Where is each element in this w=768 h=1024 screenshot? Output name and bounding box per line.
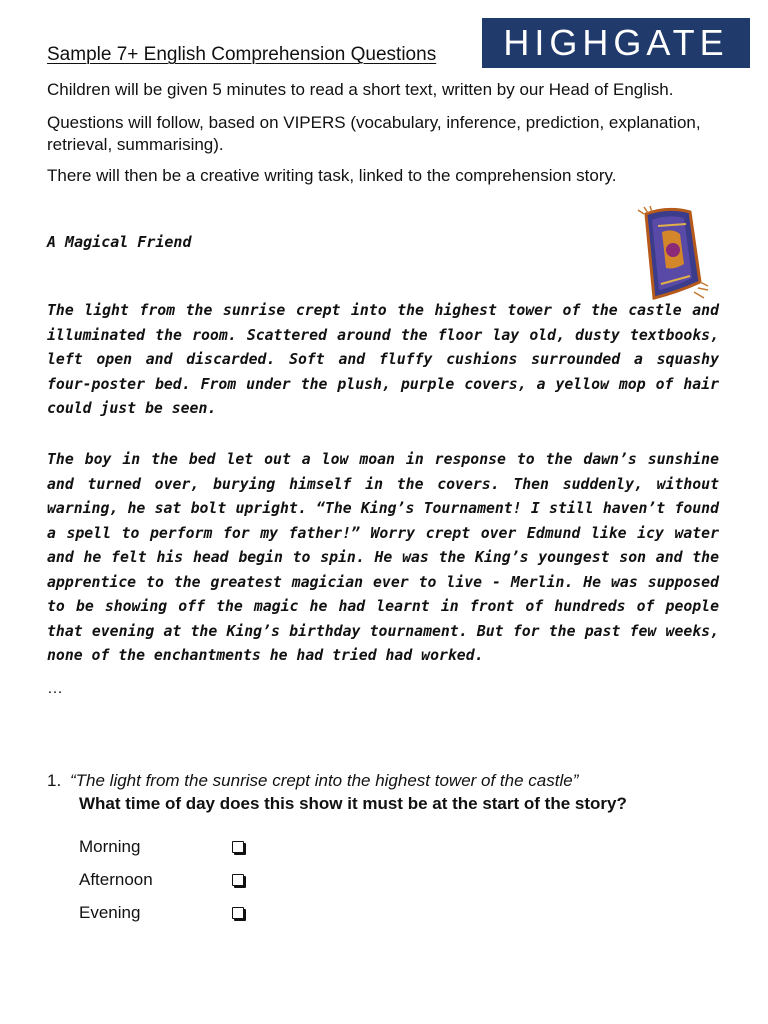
story-title: A Magical Friend <box>47 233 192 251</box>
intro-vipers: Questions will follow, based on VIPERS (vocabulary, inference, prediction, explanation, retrieval, summarising). <box>47 113 701 154</box>
highgate-logo: HIGHGATE <box>482 18 750 68</box>
intro-reading-time: Children will be given 5 minutes to read a short text, written by our Head of English. <box>47 80 674 99</box>
story-ellipsis: … <box>47 680 63 697</box>
option-afternoon <box>79 867 279 893</box>
page-title: Sample 7+ English Comprehension Questions <box>47 44 437 65</box>
checkbox-evening[interactable] <box>232 907 244 919</box>
question-quote: “The light from the sunrise crept into the highest tower of the castle” <box>70 771 579 790</box>
option-morning <box>79 834 279 860</box>
checkbox-morning[interactable] <box>232 841 244 853</box>
story-paragraph-2: The boy in the bed let out a low moan in response to the dawn’s sunshine and turned over, burying himself in the covers. Then suddenly, without warning, he sat bolt upright. “The King’s Tournament! I still haven’t found a spell to perform for my father!” Worry crept over Edmund like icy water and he felt his head begin to spin. He was the King’s youngest son and the apprentice to the greatest magician ever to live - Merlin. He was supposed to be showing off the magic he had learnt in front of hundreds of people that evening at the King’s birthday tournament. But for the past few weeks, none of the enchantments he had tried had worked. <box>47 451 719 664</box>
magic-carpet-icon <box>628 204 712 304</box>
intro-writing-task: There will then be a creative writing task, linked to the comprehension story. <box>47 166 617 185</box>
option-label: Afternoon <box>79 870 153 889</box>
option-label: Evening <box>79 903 141 922</box>
question-number: 1. <box>47 771 62 790</box>
checkbox-afternoon[interactable] <box>232 874 244 886</box>
story-paragraph-1: The light from the sunrise crept into the highest tower of the castle and illuminated the room. Scattered around the floor lay old, dusty textbooks, left open and discarded. Soft and fluffy cushions surrounded a squashy four-poster bed. From under the plush, purple covers, a yellow mop of hair could just be seen. <box>47 302 719 417</box>
option-evening <box>79 900 279 926</box>
option-label: Morning <box>79 837 141 856</box>
question-text: What time of day does this show it must be at the start of the story? <box>79 794 627 813</box>
